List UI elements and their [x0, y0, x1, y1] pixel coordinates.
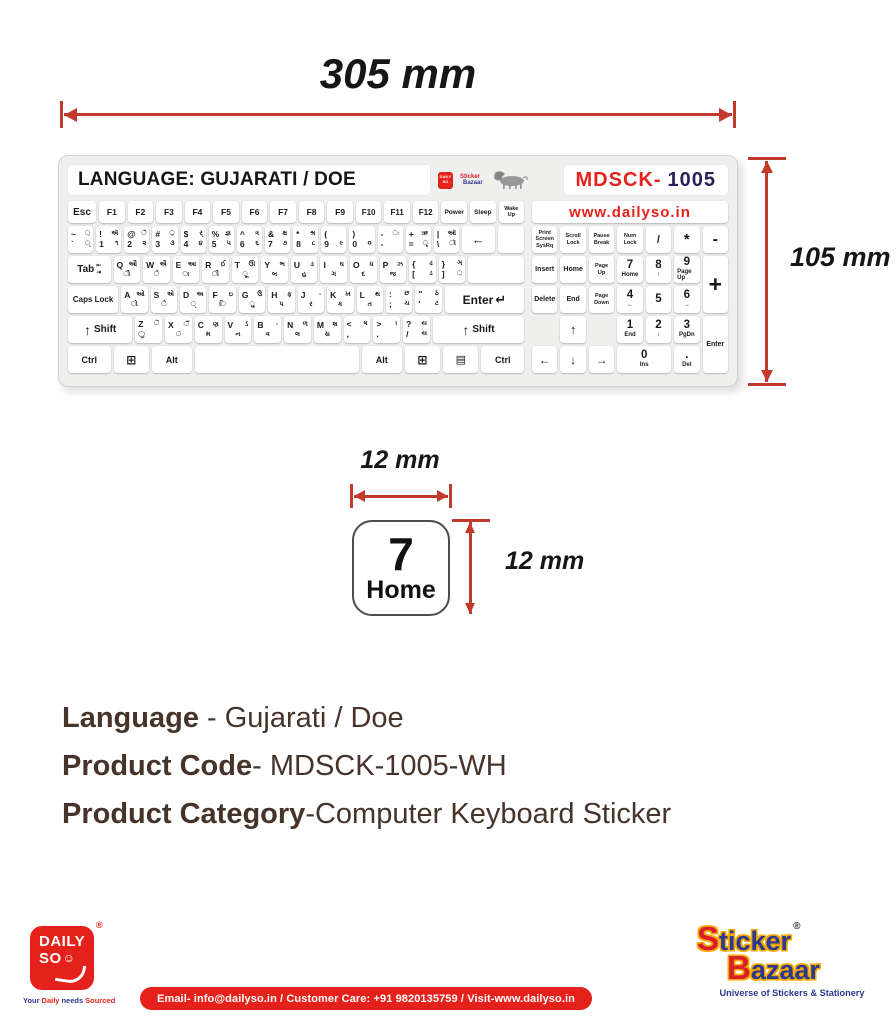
key-f5: F5: [213, 201, 239, 223]
key-blank: [532, 316, 557, 343]
make-in-india-lion-icon: [490, 170, 528, 190]
keyboard-main-block: [68, 201, 524, 373]
key-tab: Tab ⇤ ⇥: [68, 256, 111, 283]
key-g: G ઉ ુ: [239, 286, 265, 313]
key-win: ⊞: [114, 346, 149, 373]
key-f2: F2: [128, 201, 154, 223]
key-caps-lock: Caps Lock: [68, 286, 118, 313]
key-d: D અ ્: [180, 286, 206, 313]
key-f10: F10: [356, 201, 382, 223]
key-: /: [646, 226, 671, 253]
sticker-bazaar-mini-logo: Sticker Bazaar: [460, 174, 483, 186]
key-f3: F3: [156, 201, 182, 223]
key-m: M શ સ: [314, 316, 341, 343]
key-u: U ઙ હ: [291, 256, 318, 283]
key-: : છ ; ચ: [386, 286, 412, 313]
key-esc: Esc: [68, 201, 96, 223]
model-number: MDSCK- 1005: [564, 165, 729, 195]
key-j: J - ર: [298, 286, 324, 313]
key-power: Power: [441, 201, 467, 223]
registered-mark: ®: [96, 920, 103, 930]
key-: < ષ ,: [344, 316, 371, 343]
key-: ! ઍ 1 ૧: [96, 226, 121, 253]
key-9: 9 Page Up: [674, 256, 699, 283]
key-y: Y ભ બ: [261, 256, 288, 283]
key-: - ઃ -: [378, 226, 403, 253]
key-6: 6 →: [674, 286, 699, 313]
key-i: I ઘ ગ: [320, 256, 347, 283]
key-insert: Insert: [532, 256, 557, 283]
key-l: L થ ત: [357, 286, 383, 313]
registered-mark: ®: [793, 921, 801, 932]
key-0: 0 Ins: [617, 346, 671, 373]
key-: > । .: [373, 316, 400, 343]
key-: ↑: [560, 316, 585, 343]
key-e: E આ ા: [173, 256, 200, 283]
function-row: [68, 201, 524, 223]
key-f8: F8: [299, 201, 325, 223]
key-wake: Wake Up: [499, 201, 525, 223]
key-alt: Alt: [362, 346, 402, 373]
key-: ^ ત્ર 6 ૬: [237, 226, 262, 253]
product-language-line: Language - Gujarati / Doe: [62, 702, 404, 734]
key-: ←: [532, 346, 557, 373]
key-f: F ઇ િ: [209, 286, 235, 313]
key-row-3: [68, 286, 524, 313]
key-: " ઠ ' ટ: [415, 286, 441, 313]
key-: -: [703, 226, 728, 253]
key-menu: ▤: [443, 346, 478, 373]
key-backspace: ←: [462, 226, 495, 253]
key-row-1: [68, 226, 524, 253]
key-7: 7 Home: [617, 256, 642, 283]
keyboard-nav-numpad-block: [532, 201, 728, 373]
key-blank: [589, 316, 614, 343]
key-h: H ફ પ: [268, 286, 294, 313]
key-k: K ખ ક: [327, 286, 353, 313]
keyboard-sticker: [58, 155, 738, 387]
key-: | ઑ \ ૉ: [434, 226, 459, 253]
key-shift-right: ↑ Shift: [433, 316, 524, 343]
key-z: Z ૅ ્ર: [135, 316, 162, 343]
key-5: 5: [646, 286, 671, 313]
key-: *: [674, 226, 699, 253]
key-num: Num Lock: [617, 226, 642, 253]
key-: $ ર્ 4 ૪: [181, 226, 206, 253]
key-f1: F1: [99, 201, 125, 223]
smiley-icon: ☺: [62, 951, 76, 966]
key-pause: Pause Break: [589, 226, 614, 253]
language-label: LANGUAGE: GUJARATI / DOE: [68, 165, 430, 195]
keyboard-header: [68, 164, 728, 196]
key-ctrl: Ctrl: [481, 346, 524, 373]
key-height-dimension-label: 12 mm: [505, 547, 585, 575]
key-: & ક્ષ 7 ૭: [265, 226, 290, 253]
key-: # ્ર 3 ૩: [152, 226, 177, 253]
width-dimension-label: 305 mm: [319, 50, 477, 97]
key-: ↓: [560, 346, 585, 373]
key-blank: [498, 226, 524, 253]
key-enter: Enter: [703, 316, 728, 373]
key-sleep: Sleep: [470, 201, 496, 223]
key-: ( 9 ૯: [321, 226, 346, 253]
key-t: T ઊ ૂ: [232, 256, 259, 283]
dailyso-mini-logo: DAILY SO: [438, 172, 453, 189]
dailyso-tagline: Your Daily needs Sourced: [23, 996, 116, 1005]
key-enter: Enter ↵: [445, 286, 524, 313]
key-delete: Delete: [532, 286, 557, 313]
key-width-dimension-label: 12 mm: [360, 446, 440, 474]
key-: * શ્ર 8 ૮: [293, 226, 318, 253]
key-f4: F4: [185, 201, 211, 223]
key-x: X ઁ ં: [165, 316, 192, 343]
key-1: 1 End: [617, 316, 642, 343]
key-: @ ૅ 2 ૨: [124, 226, 149, 253]
key-p: P ઝ જ: [380, 256, 407, 283]
website-key: www.dailyso.in: [532, 201, 728, 223]
height-dimension-label: 105 mm: [790, 242, 891, 272]
key-w: W ઐ ૈ: [143, 256, 170, 283]
sticker-bazaar-tagline: Universe of Stickers & Stationery: [719, 988, 865, 998]
product-code-line: Product Code- MDSCK-1005-WH: [62, 750, 507, 782]
key-blank: [468, 256, 524, 283]
key-n: N ળ લ: [284, 316, 311, 343]
key-: ~ ઼ ` ્: [68, 226, 93, 253]
key-r: R ઈ ી: [202, 256, 229, 283]
key-row-5: [68, 346, 524, 373]
key-: . Del: [674, 346, 699, 373]
key-f11: F11: [384, 201, 410, 223]
key-space: [195, 346, 359, 373]
key-shift-left: ↑ Shift: [68, 316, 132, 343]
key-: →: [589, 346, 614, 373]
key-o: O ધ દ: [350, 256, 377, 283]
sticker-bazaar-logo: Sticker ® Bazaar Universe of Stickers & Stationery: [697, 922, 892, 998]
sample-key-7-home: 7 Home: [352, 520, 450, 616]
key-s: S એ ે: [151, 286, 177, 313]
key-: +: [703, 256, 728, 313]
key-a: A ઓ ો: [121, 286, 147, 313]
product-info: [62, 694, 671, 838]
contact-bar: Email- info@dailyso.in / Customer Care: +91 9820135759 / Visit-www.dailyso.in: [140, 987, 592, 1010]
key-b: B - વ: [254, 316, 281, 343]
key-4: 4 ←: [617, 286, 642, 313]
key-f6: F6: [242, 201, 268, 223]
key-end: End: [560, 286, 585, 313]
dailyso-logo: DAILY SO ☺: [30, 926, 94, 990]
key-scroll: Scroll Lock: [560, 226, 585, 253]
key-print: Print Screen SysRq: [532, 226, 557, 253]
logo-swoosh: [55, 962, 86, 985]
product-category-line: Product Category-Computer Keyboard Sticker: [62, 798, 672, 830]
key-: } ઞ ] ઼: [439, 256, 466, 283]
key-: { ઢ [ ડ: [409, 256, 436, 283]
key-q: Q ઔ ૌ: [114, 256, 141, 283]
key-row-4: [68, 316, 524, 343]
key-alt: Alt: [152, 346, 192, 373]
key-f12: F12: [413, 201, 439, 223]
key-: ) 0 ૦: [349, 226, 374, 253]
key-row-2: [68, 256, 524, 283]
key-8: 8 ↑: [646, 256, 671, 283]
key-c: C ણ મ: [195, 316, 222, 343]
key-3: 3 PgDn: [674, 316, 699, 343]
key-home: Home: [560, 256, 585, 283]
key-f7: F7: [270, 201, 296, 223]
key-2: 2 ↓: [646, 316, 671, 343]
key-ctrl: Ctrl: [68, 346, 111, 373]
key-: ? ય / ય: [403, 316, 430, 343]
key-v: V ઽ ન: [225, 316, 252, 343]
key-: % જ્ઞ 5 ૫: [209, 226, 234, 253]
key-page: Page Down: [589, 286, 614, 313]
key-: + ઋ = ૃ: [406, 226, 431, 253]
key-f9: F9: [327, 201, 353, 223]
key-page: Page Up: [589, 256, 614, 283]
key-win: ⊞: [405, 346, 440, 373]
